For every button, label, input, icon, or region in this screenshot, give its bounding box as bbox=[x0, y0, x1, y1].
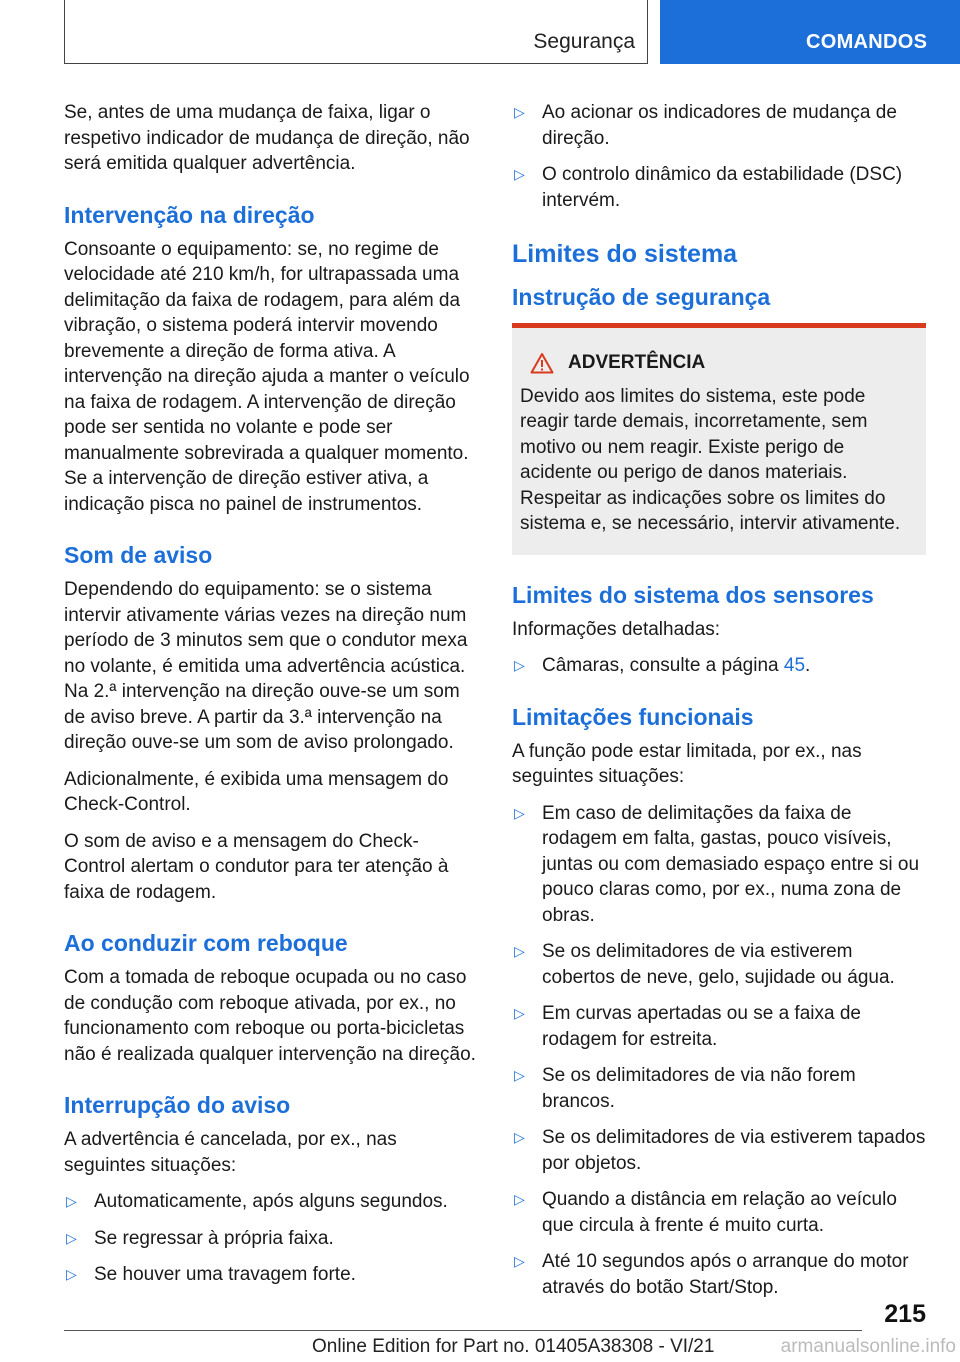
list-item-text: Câmaras, consulte a página bbox=[542, 655, 779, 676]
paragraph: Se, antes de uma mudança de faixa, ligar o respetivo indicador de mudança de direção, não será emitida qualquer advertência. bbox=[64, 102, 470, 174]
heading-limites-do-sistema: Limites do sistema bbox=[512, 240, 738, 268]
paragraph: Informações detalhadas: bbox=[512, 618, 721, 640]
triangle-right-icon: ▷ bbox=[514, 104, 525, 120]
list-item bbox=[512, 801, 926, 929]
list-item-text: O controlo dinâmico da estabilidade (DSC) intervém. bbox=[542, 164, 903, 211]
warning-text: Devido aos limites do sistema, este pode reagir tarde demais, incorretamente, sem motivo ou nem reagir. Existe perigo de acidente ou perigo de danos materiais. Respeitar as indicações sobre os limites do sistema e, se necessário, intervir ativamente. bbox=[520, 385, 901, 534]
list-item bbox=[64, 1226, 478, 1252]
list-item-text: Quando a distância em relação ao veículo que circula à frente é muito curta. bbox=[542, 1189, 897, 1236]
list-item bbox=[512, 939, 926, 990]
paragraph: A advertência é cancelada, por ex., nas seguintes situações: bbox=[64, 1129, 397, 1176]
page-reference-link[interactable]: 45 bbox=[783, 655, 806, 676]
list-item bbox=[64, 1262, 478, 1288]
bullet-list bbox=[512, 100, 926, 213]
list-item bbox=[512, 1125, 926, 1176]
list-item-text: Se houver uma travagem forte. bbox=[94, 1264, 356, 1285]
heading-intervencao: Intervenção na direção bbox=[64, 201, 315, 228]
list-item bbox=[512, 1001, 926, 1052]
paragraph: Adicionalmente, é exibida uma mensagem do Check-Control. bbox=[64, 768, 449, 815]
triangle-right-icon: ▷ bbox=[514, 1191, 525, 1207]
list-item-text: Automaticamente, após alguns segundos. bbox=[94, 1191, 448, 1212]
warning-triangle-icon bbox=[530, 352, 554, 374]
heading-instrucao-seguranca: Instrução de segurança bbox=[512, 284, 771, 310]
triangle-right-icon: ▷ bbox=[66, 1229, 77, 1246]
watermark: armanualsonline.info bbox=[780, 1336, 956, 1357]
list-item bbox=[512, 100, 926, 151]
heading-limites-sensores: Limites do sistema dos sensores bbox=[512, 581, 874, 608]
header-chapter-tab: COMANDOS bbox=[660, 0, 960, 64]
list-item-text: Se regressar à própria faixa. bbox=[94, 1227, 334, 1249]
triangle-right-icon: ▷ bbox=[514, 657, 525, 673]
list-item bbox=[512, 1063, 926, 1114]
triangle-right-icon: ▷ bbox=[66, 1193, 77, 1209]
triangle-right-icon: ▷ bbox=[514, 1005, 525, 1021]
paragraph: Dependendo do equipamento: se o sistema intervir ativamente várias vezes na direção num período de 3 minutos sem que o condutor mexa no volante, é emitida uma advertência acústica. Na 2.ª intervenção na direção ouve-se um som de aviso breve. A partir da 3.ª intervenção na direção ouve-se um som de aviso prolongado. bbox=[64, 579, 468, 753]
list-item bbox=[512, 1249, 926, 1300]
paragraph: O som de aviso e a mensagem do Check-Control alertam o condutor para ter atenção à faixa de rodagem. bbox=[64, 830, 449, 903]
heading-reboque: Ao conduzir com reboque bbox=[64, 930, 348, 956]
right-column bbox=[512, 100, 926, 1311]
triangle-right-icon: ▷ bbox=[66, 1266, 77, 1282]
warning-title: ADVERTÊNCIA bbox=[568, 352, 706, 373]
triangle-right-icon: ▷ bbox=[514, 804, 525, 821]
list-item-text: Se os delimitadores de via não forem brancos. bbox=[542, 1065, 856, 1112]
heading-som-de-aviso: Som de aviso bbox=[64, 542, 213, 568]
heading-limitacoes: Limitações funcionais bbox=[512, 703, 754, 730]
bullet-list bbox=[512, 653, 926, 679]
list-item bbox=[512, 1187, 926, 1238]
triangle-right-icon: ▷ bbox=[514, 943, 525, 959]
list-item-text: Até 10 segundos após o arranque do motor através do botão Start/Stop. bbox=[542, 1251, 909, 1298]
warning-box bbox=[512, 323, 926, 555]
paragraph: Consoante o equipamento: se, no regime de velocidade até 210 km/h, for ultrapassada uma delimitação da faixa de rodagem, para além da vibração, o sistema poderá intervir movendo brevemente a direção de forma ativa. A intervenção na direção ajuda a manter o veículo na faixa de rodagem. A intervenção de direção pode ser sentida no volante e pode ser manualmente sobrevirada a qualquer momento. Se a intervenção de direção estiver ativa, a indicação pisca no painel de instrumentos. bbox=[64, 238, 470, 515]
list-item-text: Em caso de delimitações da faixa de rodagem em falta, gastas, pouco visíveis, juntas ou com demasiado espaço entre si ou pouco claras como, por ex., numa zona de obras. bbox=[542, 802, 920, 926]
bullet-list bbox=[64, 1189, 478, 1288]
list-item bbox=[512, 162, 926, 213]
header-section-box bbox=[64, 0, 648, 64]
footer-edition: Online Edition for Part no. 01405A38308 - VI/21 bbox=[312, 1336, 715, 1357]
warning-header bbox=[520, 350, 918, 376]
list-item-text: Se os delimitadores de via estiverem tapados por objetos. bbox=[542, 1127, 926, 1174]
paragraph: Com a tomada de reboque ocupada ou no caso de condução com reboque ativada, por ex., no funcionamento com reboque ou porta-bicicletas não é realizada qualquer intervenção na direção. bbox=[64, 967, 476, 1065]
triangle-right-icon: ▷ bbox=[514, 1129, 525, 1145]
list-item-text: Em curvas apertadas ou se a faixa de rodagem for estreita. bbox=[542, 1003, 861, 1050]
bullet-list bbox=[512, 801, 926, 1301]
page-number: 215 bbox=[884, 1300, 926, 1328]
list-item: ▷ Câmaras, consulte a página 45. bbox=[512, 653, 926, 679]
header-section-title: Segurança bbox=[533, 30, 635, 53]
list-item-text: Ao acionar os indicadores de mudança de direção. bbox=[542, 102, 897, 149]
triangle-right-icon: ▷ bbox=[514, 1067, 525, 1083]
list-item-text: Se os delimitadores de via estiverem cobertos de neve, gelo, sujidade ou água. bbox=[542, 941, 895, 988]
list-item bbox=[64, 1189, 478, 1215]
footer-divider bbox=[64, 1330, 862, 1331]
heading-interrupcao: Interrupção do aviso bbox=[64, 1092, 291, 1118]
paragraph: A função pode estar limitada, por ex., nas seguintes situações: bbox=[512, 740, 862, 787]
left-column bbox=[64, 100, 478, 1299]
triangle-right-icon: ▷ bbox=[514, 166, 525, 182]
triangle-right-icon: ▷ bbox=[514, 1253, 525, 1269]
